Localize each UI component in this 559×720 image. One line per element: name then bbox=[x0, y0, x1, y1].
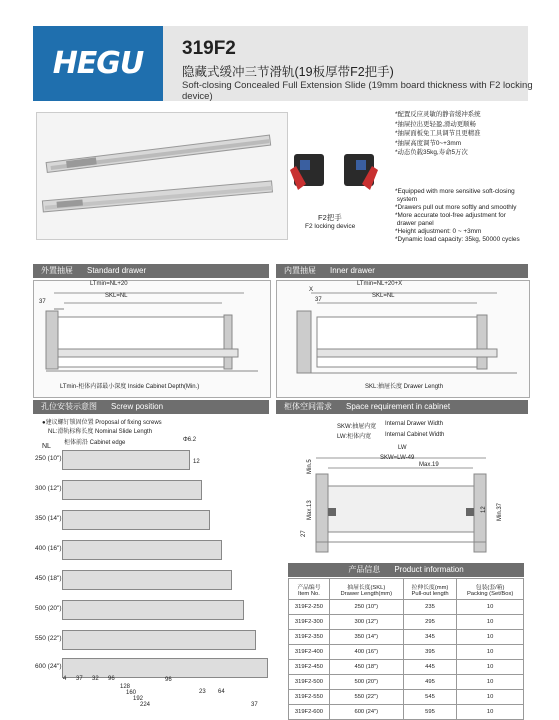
lw-label: LW bbox=[398, 445, 407, 451]
screw-row-label: 450 (18") bbox=[35, 575, 62, 582]
inner-drawer-header: 内置抽屉 Inner drawer bbox=[276, 264, 528, 278]
f2-locking-device-illustration bbox=[286, 140, 386, 205]
screw-row-rail bbox=[62, 450, 190, 470]
lt-formula-inner: LTmin=NL+20+X bbox=[357, 281, 403, 287]
screw-row-rail bbox=[62, 630, 256, 650]
feature-en: *Equipped with more sensitive soft-closing bbox=[395, 188, 515, 195]
feature-cn: *抽屉高度调节0~+3mm bbox=[395, 139, 462, 147]
title-english: Soft-closing Concealed Full Extension Slide (19mm board thickness with F2 locking device) bbox=[182, 80, 533, 102]
dim-128: 128 bbox=[120, 684, 131, 690]
standard-caption: LTmin-柜体内部最小深度 Inside Cabinet Depth(Min.) bbox=[60, 384, 200, 390]
dim-224: 224 bbox=[140, 702, 151, 708]
feature-cn: *动态负载35kg,寿命5万次 bbox=[395, 149, 468, 156]
dim-12-screw: 12 bbox=[193, 459, 200, 465]
screw-row-rail bbox=[62, 480, 202, 500]
skl-formula-inner: SKL=NL bbox=[372, 293, 395, 299]
cabinet-edge-label: 柜体前沿 Cabinet edge bbox=[64, 440, 126, 446]
feature-cn: *抽屉拉出更轻盈,滑动更顺畅 bbox=[395, 120, 476, 128]
max-19: Max.19 bbox=[419, 462, 439, 468]
screw-row-rail bbox=[62, 600, 244, 620]
feature-en: *Height adjustment: 0 ~ +3mm bbox=[395, 228, 482, 235]
dim-96-right: 96 bbox=[165, 677, 172, 683]
table-row: 319F2-600 600 (24") 595 10 bbox=[289, 705, 524, 720]
screw-row-rail bbox=[62, 540, 222, 560]
model-number: 319F2 bbox=[182, 38, 236, 59]
dim-37-inner: 37 bbox=[315, 297, 322, 303]
dim-96: 96 bbox=[108, 676, 115, 682]
feature-cn: *抽屉面板免工具调节且更精准 bbox=[395, 130, 481, 137]
min-5: Min.5 bbox=[307, 459, 313, 474]
skw-cn: SKW:抽屉内宽 bbox=[337, 424, 377, 430]
slide-illustration bbox=[37, 113, 287, 239]
screw-position-header: 孔位安装示意图 Screw position bbox=[33, 400, 269, 414]
screw-note-1: ●建议螺钉锁固位置 Proposal of fixing screws bbox=[42, 420, 162, 426]
dim-37: 37 bbox=[39, 299, 46, 305]
f2-handle-label-en: F2 locking device bbox=[305, 223, 356, 230]
feature-en: *Dynamic load capacity: 35kg, 50000 cycles bbox=[395, 236, 520, 243]
dim-192: 192 bbox=[133, 696, 144, 702]
screw-note-2: NL:滑轨标称长度 Nominal Slide Length bbox=[48, 429, 153, 435]
table-header-row: 产品编号 Item No. 抽屉长度(SKL) Drawer Length(mm) 拉伸长度(mm) Pull-out length 包装(套/箱) Packing (Set/Box) bbox=[289, 579, 524, 600]
skw-formula: SKW=LW-49 bbox=[380, 455, 415, 461]
hegu-logo: HEGU bbox=[33, 26, 163, 101]
screw-row-label: 550 (22") bbox=[35, 635, 62, 642]
hole-diameter: Φ6.2 bbox=[183, 437, 197, 443]
inner-caption: SKL:抽屉长度 Drawer Length bbox=[365, 384, 444, 390]
screw-row-label: 350 (14") bbox=[35, 515, 62, 522]
standard-drawer-header: 外置抽屉 Standard drawer bbox=[33, 264, 269, 278]
screw-row-rail bbox=[62, 570, 232, 590]
cabinet-space-diagram bbox=[288, 446, 528, 556]
dim-64: 64 bbox=[218, 689, 225, 695]
table-row: 319F2-500 500 (20") 495 10 bbox=[289, 675, 524, 690]
dim-160: 160 bbox=[126, 690, 137, 696]
product-info-table bbox=[288, 578, 524, 720]
product-photo bbox=[36, 112, 288, 240]
screw-row-label: 600 (24") bbox=[35, 663, 62, 670]
features-en bbox=[395, 188, 520, 244]
min-37: Min.37 bbox=[497, 502, 503, 521]
dim-32: 32 bbox=[92, 676, 99, 682]
table-row: 319F2-400 400 (16") 395 10 bbox=[289, 645, 524, 660]
feature-en: system bbox=[395, 196, 418, 203]
dim-23: 23 bbox=[199, 689, 206, 695]
table-row: 319F2-450 450 (18") 445 10 bbox=[289, 660, 524, 675]
table-row: 319F2-550 550 (22") 545 10 bbox=[289, 690, 524, 705]
dim-37-right: 37 bbox=[251, 702, 258, 708]
features-cn bbox=[395, 110, 481, 158]
nl-label: NL bbox=[42, 443, 51, 450]
table-row: 319F2-300 300 (12") 295 10 bbox=[289, 615, 524, 630]
feature-en: drawer panel bbox=[395, 220, 434, 227]
max-13: Max.13 bbox=[307, 500, 313, 520]
feature-en: *Drawers pull out more softly and smoothly bbox=[395, 204, 517, 211]
dim-27: 27 bbox=[301, 530, 307, 537]
f2-handle-label-cn: F2把手 bbox=[318, 213, 342, 222]
lw-en: Internal Cabinet Width bbox=[385, 432, 445, 438]
screw-row-rail bbox=[62, 658, 268, 678]
screw-row-label: 400 (16") bbox=[35, 545, 62, 552]
title-chinese: 隐藏式缓冲三节滑轨(19板厚带F2把手) bbox=[182, 65, 394, 79]
table-row: 319F2-250 250 (10") 235 10 bbox=[289, 600, 524, 615]
screw-row-label: 300 (12") bbox=[35, 485, 62, 492]
dim-37-bottom: 37 bbox=[76, 676, 83, 682]
screw-row-label: 500 (20") bbox=[35, 605, 62, 612]
feature-en: *More accurate tool-free adjustment for bbox=[395, 212, 506, 219]
cabinet-space-header: 柜体空间需求 Space requirement in cabinet bbox=[276, 400, 528, 414]
screw-row-rail bbox=[62, 510, 210, 530]
screw-row-label: 250 (10") bbox=[35, 455, 62, 462]
dim-4: 4 bbox=[63, 676, 67, 682]
skw-en: Internal Drawer Width bbox=[385, 421, 444, 427]
lt-formula: LTmin=NL+20 bbox=[90, 281, 128, 287]
product-info-header: 产品信息 Product information bbox=[288, 563, 524, 577]
dim-x: X bbox=[309, 287, 314, 293]
lw-cn: LW:柜体内宽 bbox=[337, 434, 372, 440]
table-row: 319F2-350 350 (14") 345 10 bbox=[289, 630, 524, 645]
skl-formula: SKL=NL bbox=[105, 293, 128, 299]
feature-cn: *配置反应灵敏的静音缓冲系统 bbox=[395, 111, 481, 118]
dim-12-cabinet: 12 bbox=[481, 506, 487, 513]
